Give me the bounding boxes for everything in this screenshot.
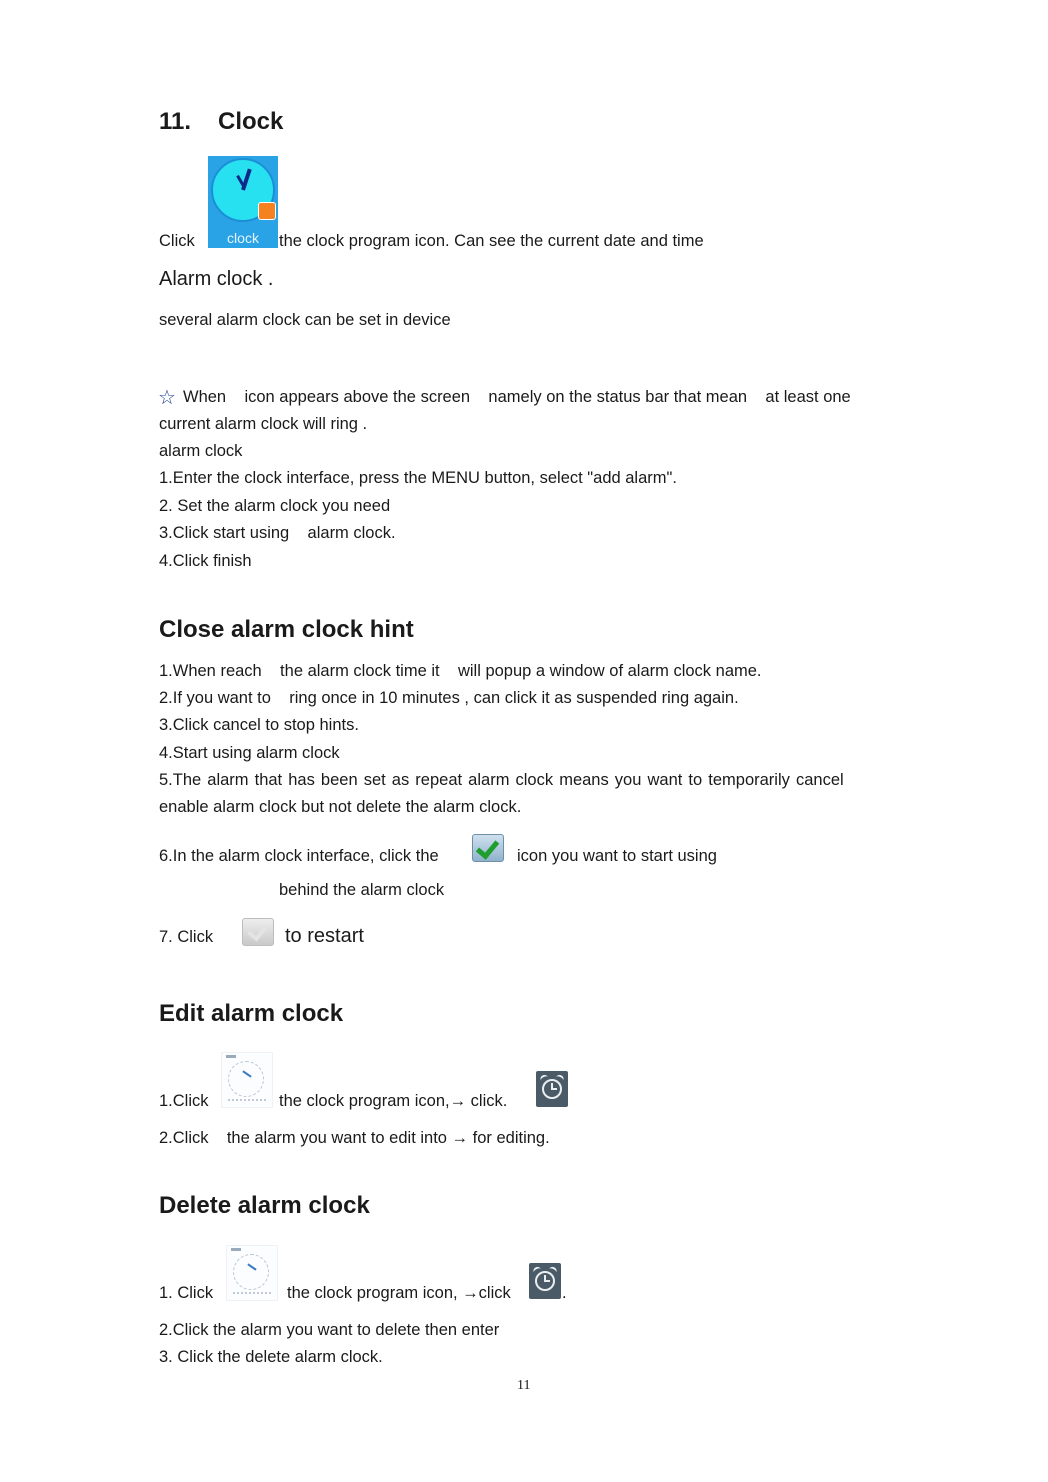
alarm-clock-heading: Alarm clock . (159, 268, 274, 290)
alarm-clock-icon (529, 1263, 561, 1299)
list-item: 4.Click finish (159, 552, 252, 570)
list-item: enable alarm clock but not delete the alarm clock. (159, 798, 522, 816)
delete-item1-a: 1. Click (159, 1284, 214, 1302)
alarm-steps-heading: alarm clock (159, 442, 243, 460)
page-title: Clock (218, 108, 284, 135)
delete-item3: 3. Click the delete alarm clock. (159, 1348, 383, 1366)
list-item: 1.Enter the clock interface, press the MENU button, select "add alarm". (159, 469, 677, 487)
clock-app-icon-label: clock (227, 230, 259, 246)
several-alarms-text: several alarm clock can be set in device (159, 311, 451, 329)
section-number: 11. (159, 108, 192, 135)
star-note-line2: current alarm clock will ring . (159, 415, 368, 433)
intro-click-text: Click (159, 232, 195, 250)
page-number: 11 (517, 1378, 531, 1393)
delete-title: Delete alarm clock (159, 1192, 370, 1219)
item7-text-a: 7. Click (159, 928, 214, 946)
close-hint-title: Close alarm clock hint (159, 616, 414, 643)
list-item: 2.If you want to ring once in 10 minutes , can click it as suspended ring again. (159, 689, 739, 707)
checkbox-unchecked-icon (242, 918, 274, 946)
list-item: 3.Click start using alarm clock. (159, 524, 396, 542)
edit-title: Edit alarm clock (159, 1000, 344, 1027)
checkbox-checked-icon (472, 834, 504, 862)
item6-text-c: behind the alarm clock (279, 881, 445, 899)
list-item: 3.Click cancel to stop hints. (159, 716, 359, 734)
delete-item1-c: . (562, 1284, 567, 1302)
star-icon: ☆ (158, 387, 176, 409)
edit-item1-b: the clock program icon,→ click. (279, 1092, 508, 1110)
edit-item2: 2.Click the alarm you want to edit into → for editing. (159, 1129, 550, 1147)
intro-text: the clock program icon. Can see the current date and time (279, 232, 704, 250)
delete-item1-b: the clock program icon, →click (287, 1284, 511, 1302)
clock-thumbnail-icon (221, 1052, 273, 1108)
clock-thumbnail-icon (226, 1245, 278, 1301)
item6-text-a: 6.In the alarm clock interface, click the (159, 847, 439, 865)
clock-app-icon (208, 156, 278, 248)
list-item: 5.The alarm that has been set as repeat alarm clock means you want to temporarily cancel (159, 771, 844, 789)
list-item: 1.When reach the alarm clock time it will popup a window of alarm clock name. (159, 662, 762, 680)
list-item: 2. Set the alarm clock you need (159, 497, 391, 515)
alarm-clock-icon (536, 1071, 568, 1107)
item7-text-b: to restart (285, 925, 364, 947)
delete-item2: 2.Click the alarm you want to delete then enter (159, 1321, 500, 1339)
list-item: 4.Start using alarm clock (159, 744, 340, 762)
item6-text-b: icon you want to start using (517, 847, 717, 865)
star-note-line1: When icon appears above the screen namely on the status bar that mean at least one (183, 388, 851, 406)
edit-item1-a: 1.Click (159, 1092, 209, 1110)
